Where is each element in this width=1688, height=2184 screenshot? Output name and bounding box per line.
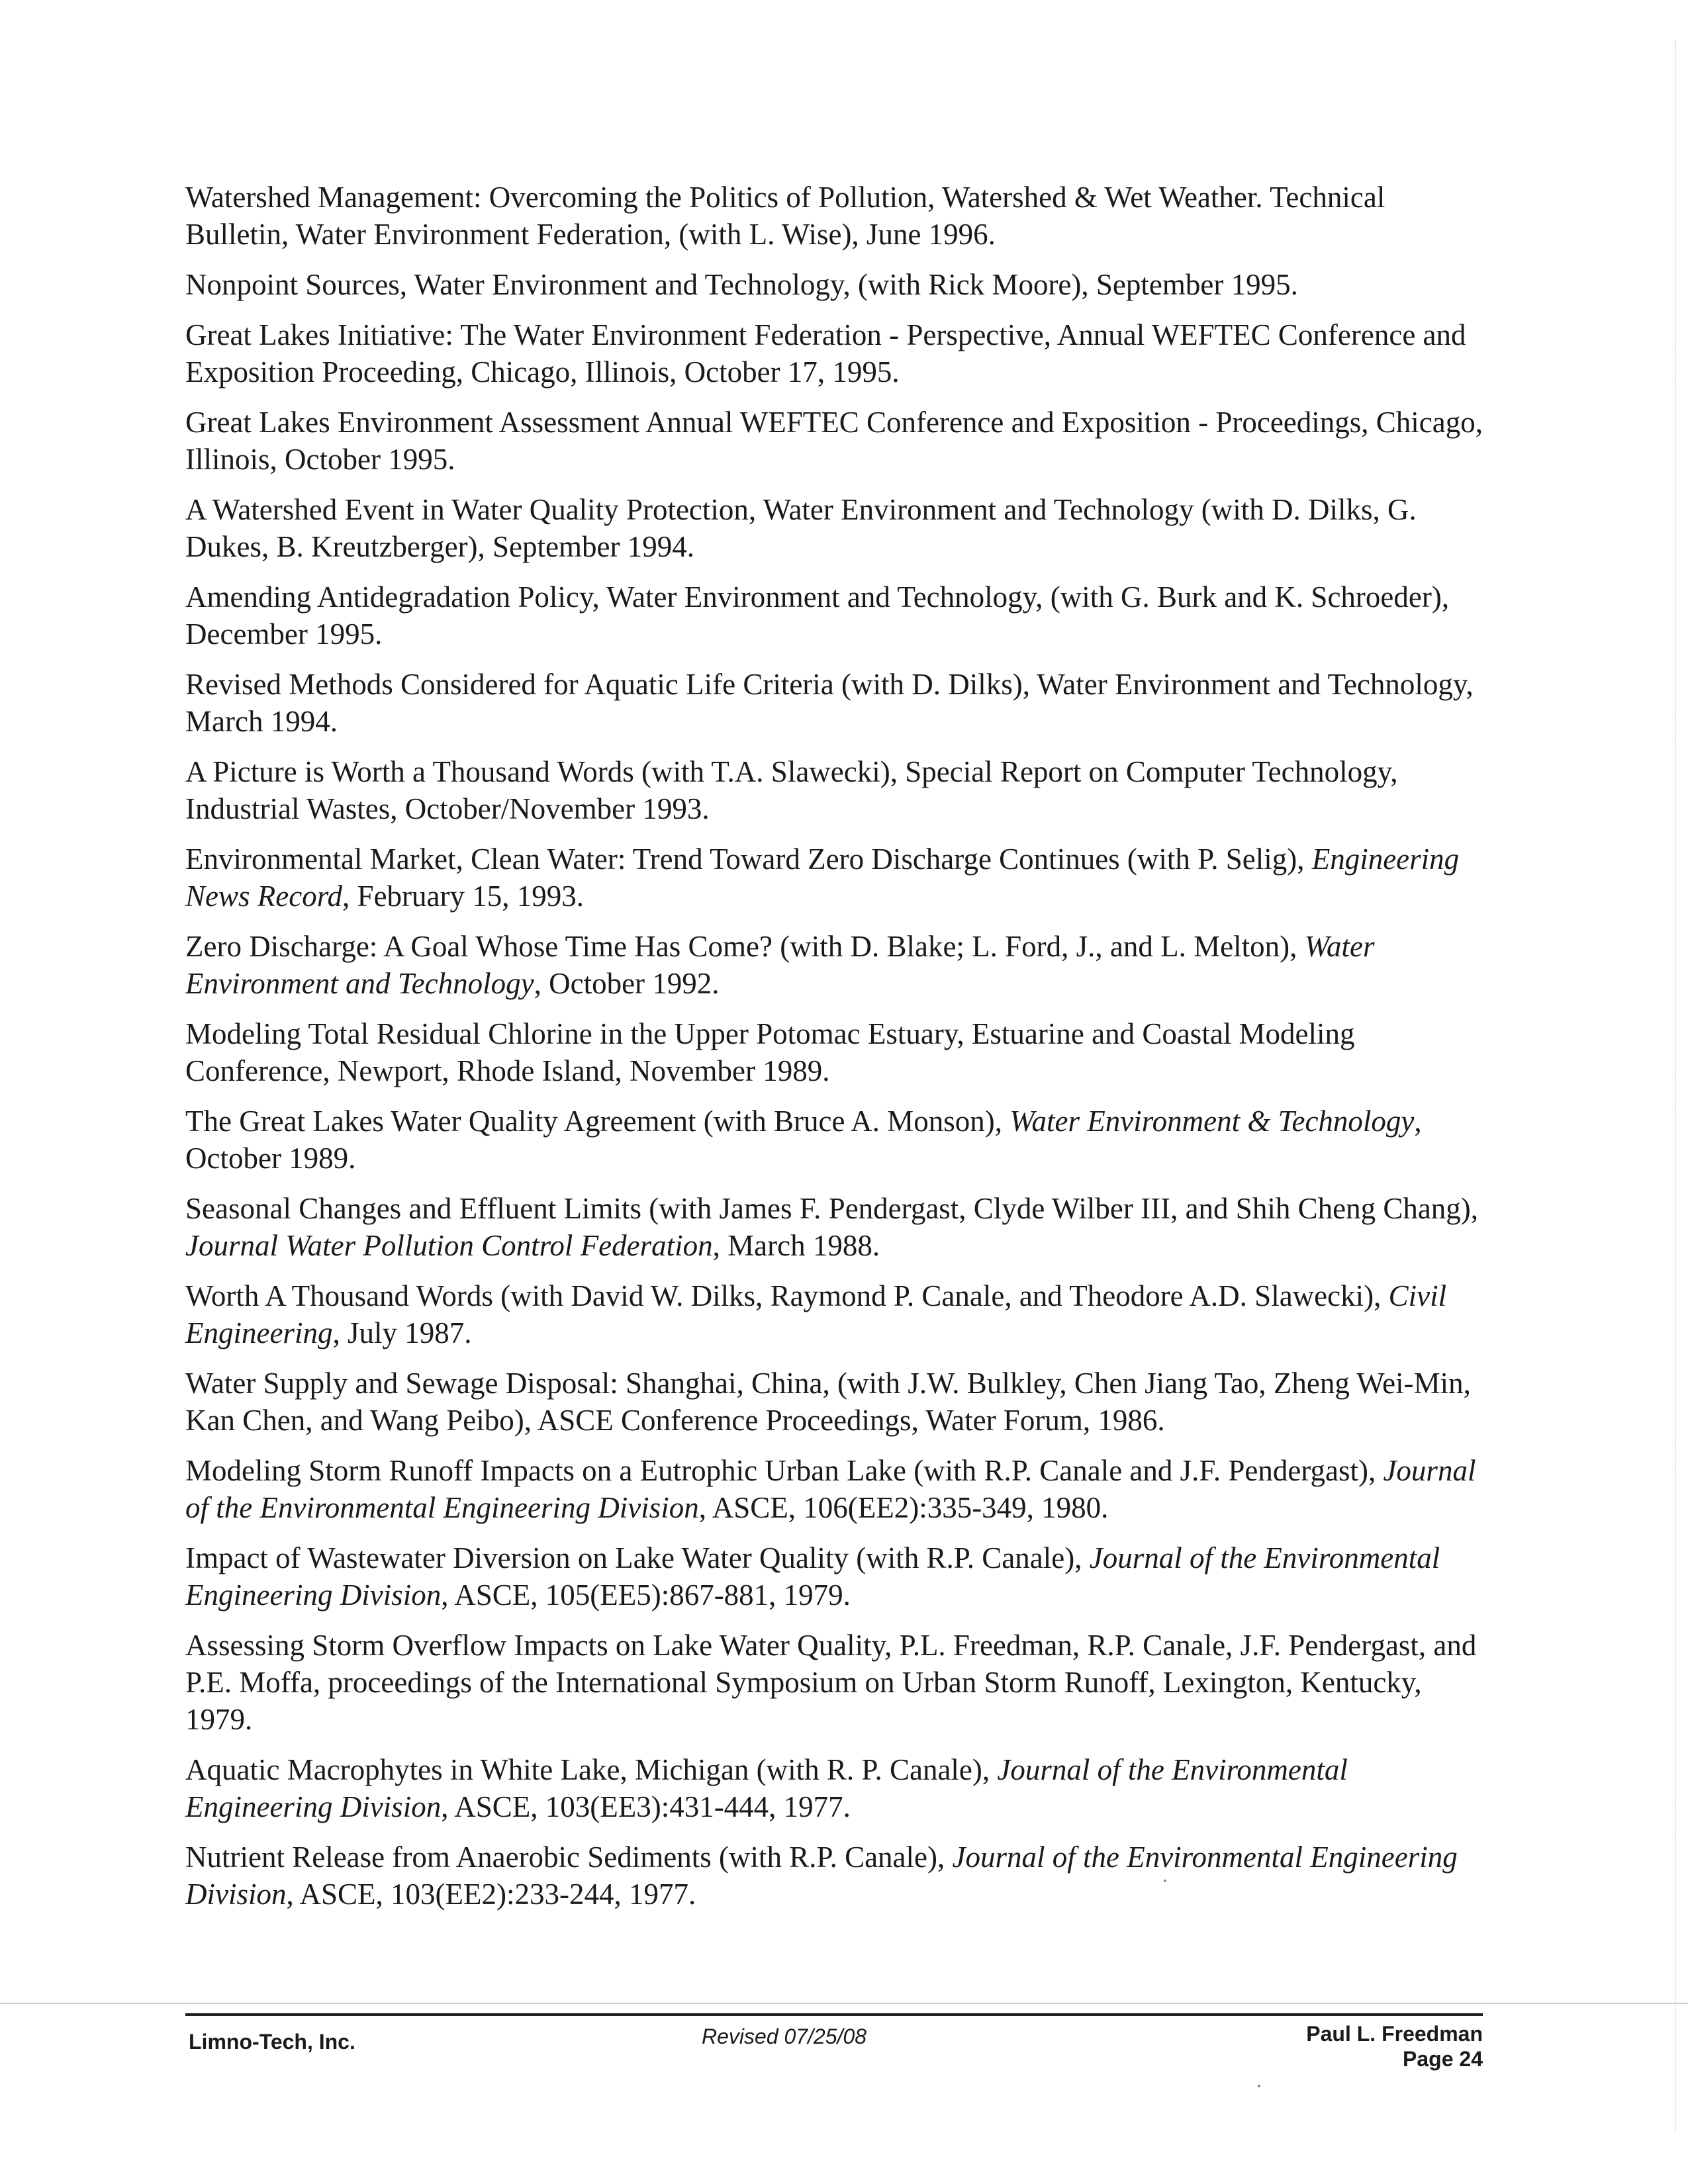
- publication-journal: Journal Water Pollution Control Federation: [185, 1229, 713, 1262]
- publication-entry: [185, 1103, 1483, 1177]
- publication-text: Assessing Storm Overflow Impacts on Lake Water Quality, P.L. Freedman, R.P. Canale, J.F. Pendergast, and P.E. Moffa, proceedings of the International Symposium on Urban Storm Runoff, Lexington, Kentucky, 1979.: [185, 1629, 1477, 1736]
- publication-list: [185, 179, 1483, 1926]
- publication-journal: Journal of the Environmental Engineering Division: [185, 1753, 1348, 1823]
- publication-entry: [185, 841, 1483, 915]
- footer-author: Paul L. Freedman: [1306, 2022, 1483, 2046]
- publication-entry: [185, 928, 1483, 1002]
- publication-entry: [185, 266, 1483, 303]
- publication-text: Aquatic Macrophytes in White Lake, Michigan (with R. P. Canale),: [185, 1753, 998, 1786]
- publication-text: , ASCE, 103(EE3):431-444, 1977.: [441, 1790, 851, 1823]
- publication-text: Worth A Thousand Words (with David W. Dilks, Raymond P. Canale, and Theodore A.D. Slawecki),: [185, 1279, 1389, 1312]
- publication-text: Nonpoint Sources, Water Environment and Technology, (with Rick Moore), September 1995.: [185, 268, 1298, 301]
- scan-speck: [1164, 1880, 1166, 1882]
- publication-journal: Civil Engineering: [185, 1279, 1447, 1349]
- publication-text: A Watershed Event in Water Quality Protection, Water Environment and Technology (with D. Dilks, G. Dukes, B. Kreutzberger), September 1994.: [185, 493, 1417, 563]
- publication-entry: [185, 1751, 1483, 1825]
- footer-revised-date: Revised 07/25/08: [702, 2025, 867, 2048]
- publication-text: , February 15, 1993.: [342, 880, 584, 913]
- publication-text: Modeling Total Residual Chlorine in the Upper Potomac Estuary, Estuarine and Coastal Modeling Conference, Newport, Rhode Island, November 1989.: [185, 1017, 1355, 1087]
- publication-text: Revised Methods Considered for Aquatic Life Criteria (with D. Dilks), Water Environment and Technology, March 1994.: [185, 668, 1474, 738]
- publication-entry: [185, 404, 1483, 478]
- publication-text: , March 1988.: [712, 1229, 880, 1262]
- publication-entry: [185, 578, 1483, 653]
- publication-text: Great Lakes Environment Assessment Annual WEFTEC Conference and Exposition - Proceedings, Chicago, Illinois, October 1995.: [185, 406, 1483, 476]
- publication-entry: [185, 1452, 1483, 1526]
- publication-text: Watershed Management: Overcoming the Politics of Pollution, Watershed & Wet Weather. Technical Bulletin, Water Environment Federation, (with L. Wise), June 1996.: [185, 181, 1385, 251]
- publication-entry: [185, 1839, 1483, 1913]
- publication-entry: [185, 1190, 1483, 1264]
- publication-text: , July 1987.: [332, 1316, 472, 1349]
- publication-text: Amending Antidegradation Policy, Water Environment and Technology, (with G. Burk and K. Schroeder), December 1995.: [185, 580, 1450, 651]
- publication-journal: Water Environment and Technology: [185, 930, 1375, 1000]
- publication-text: Seasonal Changes and Effluent Limits (with James F. Pendergast, Clyde Wilber III, and Shih Cheng Chang),: [185, 1192, 1479, 1225]
- footer-company: Limno-Tech, Inc.: [189, 2030, 355, 2054]
- publication-journal: Journal of the Environmental Engineering Division: [185, 1454, 1476, 1524]
- publication-text: , October 1992.: [534, 967, 720, 1000]
- publication-text: , ASCE, 106(EE2):335-349, 1980.: [698, 1491, 1109, 1524]
- publication-text: , ASCE, 105(EE5):867-881, 1979.: [441, 1578, 851, 1612]
- publication-entry: [185, 1277, 1483, 1351]
- footer-rule: [185, 2013, 1483, 2016]
- publication-text: Zero Discharge: A Goal Whose Time Has Come? (with D. Blake; L. Ford, J., and L. Melton),: [185, 930, 1305, 963]
- publication-text: , October 1989.: [185, 1105, 1422, 1175]
- publication-entry: [185, 666, 1483, 740]
- publication-entry: [185, 1015, 1483, 1089]
- publication-journal: Water Environment & Technology: [1009, 1105, 1415, 1138]
- publication-text: Environmental Market, Clean Water: Trend Toward Zero Discharge Continues (with P. Selig),: [185, 842, 1312, 876]
- publication-journal: Journal of the Environmental Engineering Division: [185, 1841, 1458, 1911]
- publication-entry: [185, 179, 1483, 253]
- publication-text: Great Lakes Initiative: The Water Environment Federation - Perspective, Annual WEFTEC Conference and Exposition Proceeding, Chicago, Illinois, October 17, 1995.: [185, 318, 1466, 388]
- publication-entry: [185, 1627, 1483, 1738]
- publication-text: Water Supply and Sewage Disposal: Shanghai, China, (with J.W. Bulkley, Chen Jiang Tao, Zheng Wei-Min, Kan Chen, and Wang Peibo), ASCE Conference Proceedings, Water Forum, 1986.: [185, 1367, 1471, 1437]
- publication-text: Nutrient Release from Anaerobic Sediments (with R.P. Canale),: [185, 1841, 953, 1874]
- scan-edge-marks: [1673, 40, 1676, 2131]
- publication-entry: [185, 491, 1483, 565]
- publication-entry: [185, 1365, 1483, 1439]
- publication-journal: Journal of the Environmental Engineering Division: [185, 1541, 1440, 1612]
- publication-journal: Engineering News Record: [185, 842, 1460, 913]
- publication-entry: [185, 316, 1483, 390]
- publication-text: A Picture is Worth a Thousand Words (with T.A. Slawecki), Special Report on Computer Technology, Industrial Wastes, October/November 1993.: [185, 755, 1398, 825]
- publication-text: The Great Lakes Water Quality Agreement (with Bruce A. Monson),: [185, 1105, 1010, 1138]
- publication-text: , ASCE, 103(EE2):233-244, 1977.: [286, 1878, 696, 1911]
- scan-rule: [0, 2003, 1688, 2004]
- scan-speck: [1258, 2085, 1260, 2087]
- publication-text: Impact of Wastewater Diversion on Lake Water Quality (with R.P. Canale),: [185, 1541, 1090, 1574]
- publication-entry: [185, 1539, 1483, 1614]
- publication-text: Modeling Storm Runoff Impacts on a Eutrophic Urban Lake (with R.P. Canale and J.F. Pendergast),: [185, 1454, 1383, 1487]
- footer-author-block: [1306, 2021, 1483, 2071]
- publication-entry: [185, 753, 1483, 827]
- page-number: Page 24: [1403, 2047, 1483, 2071]
